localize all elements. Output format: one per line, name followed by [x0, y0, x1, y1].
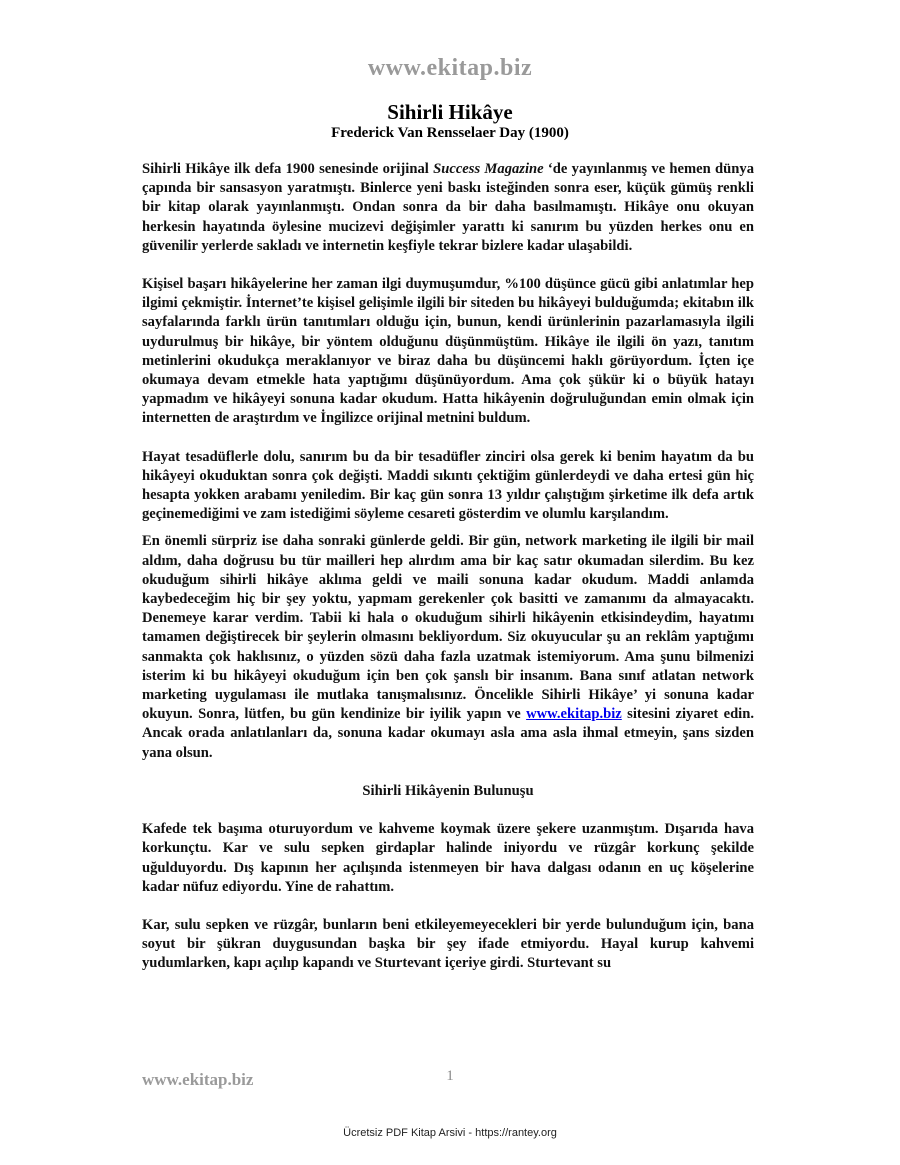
paragraph-6: Kar, sulu sepken ve rüzgâr, bunların beni etkileyemeyecekleri bir yerde bulunduğum için, bana soyut bir şükran duygusundan başka bir şey ifade etmiyordu. Hayal kurup kahvemi yudumlarken, kapı açılıp kapandı ve Sturtevant içeriye girdi. Sturtevant su	[142, 916, 754, 972]
section-heading: Sihirli Hikâyenin Bulunuşu	[362, 782, 534, 799]
header-site-watermark: www.ekitap.biz	[367, 55, 533, 81]
paragraph-1	[142, 160, 754, 256]
paragraph-5: Kafede tek başıma oturuyordum ve kahveme koymak üzere şekere uzanmıştım. Dışarıda hava korkunçtu. Kar ve sulu sepken girdaplar halinde iniyordu ve rüzgâr korkunç şekilde uğulduyordu. Dış kapının her açılışında istenmeyen bir hava dalgası odanın en uç köşelerine kadar nüfuz ediyordu. Yine de rahattım.	[142, 821, 754, 895]
document-body	[142, 160, 754, 993]
ekitap-link[interactable]: www.ekitap.biz	[526, 706, 622, 723]
document-subtitle: Frederick Van Rensselaer Day (1900)	[331, 125, 569, 141]
paragraph-4	[142, 532, 754, 762]
paragraph-3: Hayat tesadüflerle dolu, sanırım bu da bir tesadüfler zinciri olsa gerek ki benim hayatım da bu hikâyeyi okuduktan sonra çok değişti. Maddi sıkıntı çektiğim günlerdeydi ve daha ertesi gün hiç hesapta yokken arabamı yeniledim. Bir kaç gün sonra 13 yıldır çalıştığım şirketime ilk defa artık geçinemediğimi ve zam istediğimi söyleme cesareti gösterdim ve olumlu karşılandım.	[142, 448, 754, 523]
magazine-name: Success Magazine	[433, 161, 544, 177]
footer-site-watermark: www.ekitap.biz	[142, 1070, 254, 1089]
paragraph-1-text-b: ‘de yayınlanmış ve hemen dünya çapında bir sansasyon yaratmıştı. Binlerce yeni baskı isteğinden sonra eser, küçük gümüş renkli bir kitap olarak yayınlanmıştı. Ondan sonra da bir daha basılmamıştı. Hikâye onu okuyan herkesin hayatında öylesine mucizevi değişimler yarattı ki sanırım bu yüzden herkes onu en güvenilir yerlerde sakladı ve internetin keşfiyle tekrar bizlere kadar ulaşabildi.	[142, 161, 754, 254]
paragraph-2: Kişisel başarı hikâyelerine her zaman ilgi duymuşumdur, %100 düşünce gücü gibi anlatımlar hep ilgimi çekmiştir. İnternet’te kişisel gelişimle ilgili bir siteden bu hikâyeyi bulduğumda; ekitabın ilk sayfalarında farklı ürün tanıtımları olduğu için, bunun, kendi ürünlerinin pazarlamasıyla ilgili uydurulmuş bir hikâye, bir yöntem olduğunu düşünmüştüm. Hikâye ile ilgili ön yazı, tanıtım metinlerini okudukça meraklanıyor ve biraz daha bu düşüncemi haklı görüyordum. İçten içe okumaya devam etmekle hata yaptığımı düşünüyordum. Ama çok şükür ki o büyük hatayı yapmadım ve hikâyeyi sonuna kadar okudum. Hatta hikâyenin doğruluğundan emin olmak için internetten de araştırdım ve İngilizce orijinal metnini buldum.	[142, 276, 754, 427]
paragraph-1-text-a: Sihirli Hikâye ilk defa 1900 senesinde orijinal	[142, 161, 434, 177]
footer-archive-text: Ücretsiz PDF Kitap Arsivi - https://rantey.org	[343, 1127, 557, 1139]
paragraph-4-text-a: En önemli sürpriz ise daha sonraki günlerde geldi. Bir gün, network marketing ile ilgili bir mail aldım, daha doğrusu bu tür mailleri hep alırdım ama bir kaç satır okumadan silerdim. Bu kez okuduğum sihirli hikâye aklıma geldi ve maili sonuna kadar okudum. Maddi anlamda kaybedeceğim hiç bir şey yoktu, yapmam gerekenler çok basitti ve zamanımı da almayacaktı. Denemeye karar verdim. Tabii ki hala o okuduğum sihirli hikâyenin etkisindeydim, hayatımı tamamen değiştirecek bir şeylerin olmasını bekliyordum. Siz okuyucular şu an reklâm yaptığımı sanmakta çok haklısınız, o yüzden sözü daha fazla uzatmak istemiyorum. Ama şunu bilmenizi isterim ki bu hikâyeyi okuduğum için ben çok şanslı bir insanım. Bana sınıf atlatan network marketing uygulaması ile mutlaka tanışmalısınız. Öncelikle Sihirli Hikâye’ yi sonuna kadar okuyun. Sonra, lütfen, bu gün kendinize bir iyilik yapın ve	[142, 533, 754, 723]
document-title: Sihirli Hikâye	[387, 100, 513, 124]
paragraph-4-text-b: sitesini ziyaret edin. Ancak orada anlatılanları da, sonuna kadar okumayı asla ama asla ihmal etmeyin, şans sizden yana olsun.	[142, 706, 755, 761]
page-number: 1	[446, 1068, 454, 1084]
